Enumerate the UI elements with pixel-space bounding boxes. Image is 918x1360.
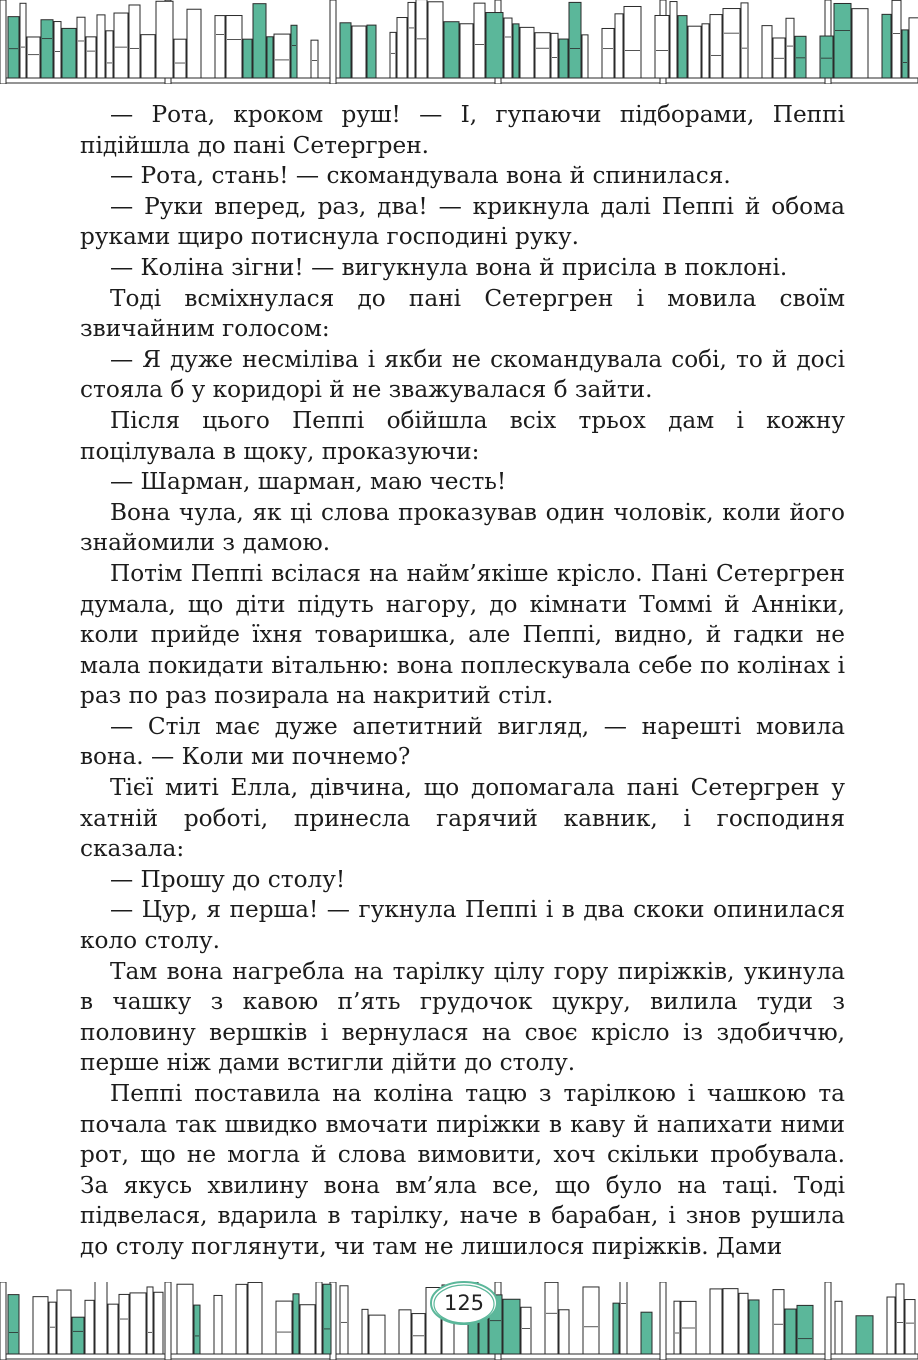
page-number-text: 125 <box>443 1291 485 1315</box>
paragraph: — Рота, стань! — скомандувала вона й спинилася. <box>110 162 731 190</box>
paragraph: — Стіл має дуже апетитний вигляд, — нарешті мовила вона. — Коли ми почнемо? <box>80 712 845 771</box>
paragraph: — Коліна зігни! — вигукнула вона й присіла в поклоні. <box>110 253 788 281</box>
paragraph: Тоді всміхнулася до пані Сетергрен і мовила своїм звичайним голосом: <box>80 284 845 343</box>
paragraph: Вона чула, як ці слова проказував один чоловік, коли його знайомили з дамою. <box>80 498 845 557</box>
bookshelf-top-illustration <box>0 0 918 84</box>
paragraph: Після цього Пеппі обійшла всіх трьох дам і кожну поцілувала в щоку, проказуючи: <box>80 406 845 465</box>
paragraph: — Шарман, шарман, маю честь! <box>110 468 507 496</box>
paragraph: Тієї миті Елла, дівчина, що допомагала пані Сетергрен у хатній роботі, принесла гарячий кавник, і господиня сказала: <box>80 774 845 863</box>
paragraph: — Прошу до столу! <box>110 865 346 893</box>
paragraph: — Руки вперед, раз, два! — крикнула далі Пеппі й обома руками щиро потиснула господині руку. <box>80 192 845 251</box>
paragraph: — Цур, я перша! — гукнула Пеппі і в два скоки опинилася коло столу. <box>80 896 845 955</box>
paragraph: — Рота, кроком руш! — І, гупаючи підборами, Пеппі підійшла до пані Сетергрен. <box>80 101 845 159</box>
paragraph: — Я дуже несміліва і якби не скомандувала собі, то й досі стояла б у коридорі й не зважувалася б зайти. <box>80 345 845 404</box>
page-number <box>427 1278 501 1328</box>
story-text <box>80 100 845 1263</box>
paragraph: Там вона нагребла на тарілку цілу гору пиріжків, укинула в чашку з кавою п’ять грудочок цукру, вилила туди з половину вершків і вернулася на своє крісло із здобиччю, перше ніж дами встигли дійти до столу. <box>80 957 845 1077</box>
paragraph: Пеппі поставила на коліна тацю з тарілкою і чашкою та почала так швидко вмочати пиріжки в каву й напихати ними рот, що не могла й слова вимовити, хоч скільки пробувала. За якусь хвилину вона вм’яла все, що було на таці. Тоді підвелася, вдарила в тарілку, наче в барабан, і знов рушила до столу поглянути, чи там не лишилося пиріжків. Дами <box>80 1080 845 1260</box>
paragraph: Потім Пеппі всілася на найм’якіше крісло. Пані Сетергрен думала, що діти підуть нагору, до кімнати Томмі й Анніки, коли прийде їхня товаришка, але Пеппі, видно, й гадки не мала покидати вітальню: вона поплескувала себе по колінах і раз по раз позирала на накритий стіл. <box>80 559 845 710</box>
